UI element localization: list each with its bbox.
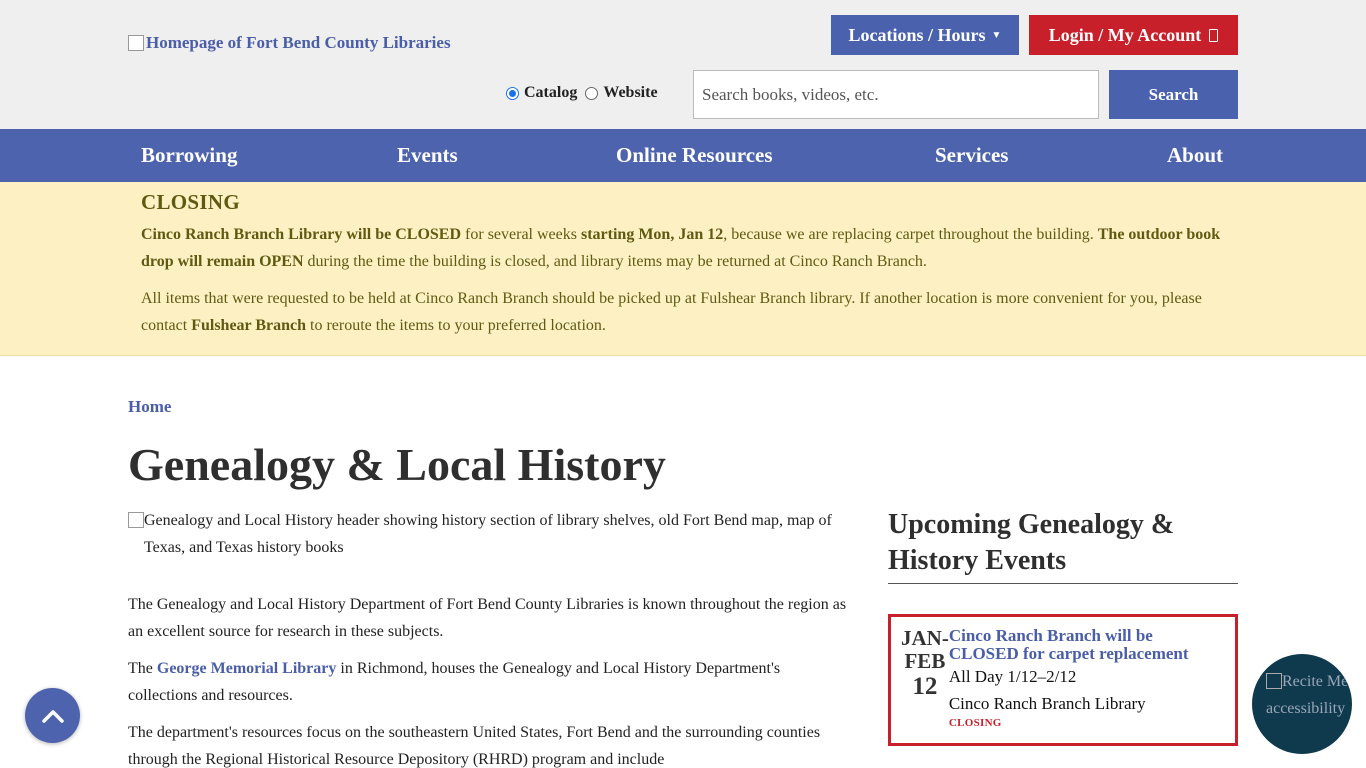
radio-selected-icon[interactable] <box>506 87 519 100</box>
event-day: 12 <box>912 673 938 700</box>
widget-alt-text: Recite Me accessibility <box>1266 673 1349 717</box>
alert-paragraph-1 <box>141 221 1225 275</box>
events-heading: Upcoming Genealogy & History Events <box>888 507 1238 584</box>
event-date <box>901 627 949 733</box>
header-image <box>128 507 848 561</box>
alert-text: , because we are replacing carpet throughout the building. <box>723 226 1098 243</box>
main-nav <box>0 129 1366 182</box>
alert-text: All items that were requested to be held at Cinco Ranch Branch should be picked up at Fulshear Branch library. If another location is more convenient for you, please contact <box>141 290 1202 334</box>
events-sidebar <box>888 507 1238 746</box>
alert-bold-text: starting Mon, Jan 12 <box>580 226 724 243</box>
caret-down-icon: ▼ <box>991 29 1002 41</box>
intro-paragraph: The Genealogy and Local History Department of Fort Bend County Libraries is known throughout the region as an excellent source for research in these subjects. <box>128 596 847 640</box>
account-icon <box>1209 29 1218 42</box>
nav-item-online-resources[interactable]: Online Resources <box>616 143 773 167</box>
chevron-up-icon <box>41 708 65 724</box>
alert-text: for several weeks <box>461 226 581 243</box>
broken-image-icon <box>128 35 144 51</box>
search-input[interactable] <box>693 70 1099 119</box>
alert-text: during the time the building is closed, and library items may be returned at Cinco Ranch Branch. <box>303 253 927 270</box>
nav-item-borrowing[interactable]: Borrowing <box>141 143 238 167</box>
event-card[interactable] <box>888 614 1238 746</box>
broken-image-icon <box>1266 673 1282 689</box>
alert-paragraph-2 <box>141 285 1225 339</box>
event-location: Cinco Ranch Branch Library <box>948 694 1146 713</box>
logo-alt-text: Homepage of Fort Bend County Libraries <box>146 33 451 52</box>
login-account-button[interactable] <box>1029 15 1238 55</box>
header-image-alt: Genealogy and Local History header showing history section of library shelves, old Fort Bend map, map of Texas, and Texas history books <box>144 512 832 556</box>
main-content <box>128 507 848 768</box>
broken-image-icon <box>128 512 144 528</box>
alert-bold-text: Cinco Ranch Branch Library will be CLOSED <box>141 226 462 243</box>
catalog-radio[interactable] <box>506 84 577 102</box>
location-paragraph <box>128 655 848 709</box>
alert-title: CLOSING <box>141 190 240 214</box>
paragraph-text: in Richmond, houses the Genealogy and Local History Department's collections and resources. <box>128 660 781 704</box>
accessibility-widget-button[interactable] <box>1252 654 1352 754</box>
resources-paragraph: The department's resources focus on the southeastern United States, Fort Bend and the surrounding counties through the Regional Historical Resource Depository (RHRD) program and include <box>128 724 821 768</box>
locations-hours-label: Locations / Hours <box>848 24 986 45</box>
alert-text: to reroute the items to your preferred location. <box>306 317 606 334</box>
login-account-label: Login / My Account <box>1048 24 1202 45</box>
closing-alert <box>0 182 1366 356</box>
breadcrumb-home[interactable]: Home <box>128 397 172 416</box>
website-radio-label: Website <box>603 84 658 101</box>
catalog-radio-label: Catalog <box>524 84 578 101</box>
nav-item-services[interactable]: Services <box>935 143 1009 167</box>
event-tag: CLOSING <box>948 717 1002 729</box>
nav-item-events[interactable]: Events <box>397 143 458 167</box>
event-month: JAN-FEB <box>901 626 949 673</box>
george-memorial-library-link[interactable]: George Memorial Library <box>156 660 337 677</box>
event-title-link[interactable]: Cinco Ranch Branch will be CLOSED for carpet replacement <box>948 626 1189 663</box>
fulshear-branch-link[interactable]: Fulshear Branch <box>191 317 307 334</box>
page-title: Genealogy & Local History <box>128 439 666 490</box>
search-scope <box>506 84 666 102</box>
back-to-top-button[interactable] <box>25 688 80 743</box>
paragraph-text: The <box>128 660 157 677</box>
locations-hours-button[interactable] <box>831 15 1019 55</box>
nav-item-about[interactable]: About <box>1167 143 1224 167</box>
event-details <box>949 627 1225 733</box>
website-radio[interactable] <box>585 84 657 102</box>
site-logo[interactable] <box>128 33 451 53</box>
radio-unselected-icon[interactable] <box>585 87 598 100</box>
event-time: All Day 1/12–2/12 <box>948 667 1077 686</box>
alert-bold-text: The outdoor book drop will remain OPEN <box>141 226 1221 270</box>
site-header <box>0 0 1366 129</box>
search-button[interactable]: Search <box>1109 70 1238 119</box>
